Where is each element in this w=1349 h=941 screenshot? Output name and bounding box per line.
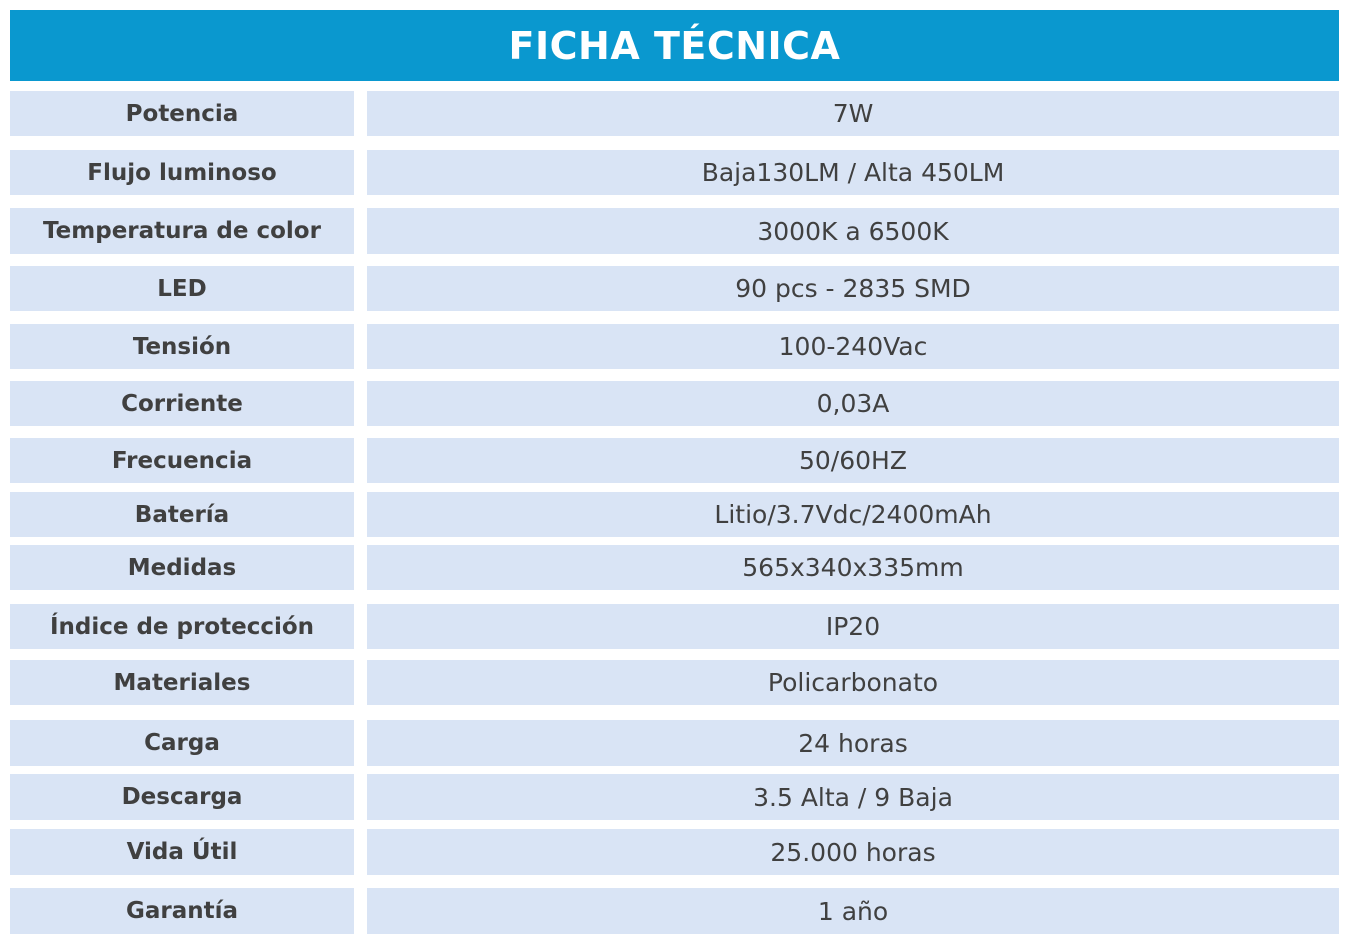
spec-row-led (0, 266, 1349, 311)
spec-label: Potencia (10, 91, 354, 136)
spec-value: Baja130LM / Alta 450LM (367, 150, 1339, 195)
spec-row-temperatura (0, 208, 1349, 254)
spec-row-materiales (0, 660, 1349, 705)
spec-label: Flujo luminoso (10, 150, 354, 195)
spec-label: Frecuencia (10, 438, 354, 483)
spec-row-carga (0, 720, 1349, 766)
spec-row-corriente (0, 381, 1349, 426)
spec-row-potencia (0, 91, 1349, 136)
spec-value: 50/60HZ (367, 438, 1339, 483)
spec-row-medidas (0, 545, 1349, 590)
spec-row-bateria (0, 492, 1349, 537)
spec-row-indice-proteccion (0, 604, 1349, 649)
spec-value: 24 horas (367, 720, 1339, 766)
spec-value: 565x340x335mm (367, 545, 1339, 590)
spec-value: 25.000 horas (367, 829, 1339, 875)
spec-row-tension (0, 324, 1349, 369)
spec-label: Descarga (10, 774, 354, 820)
spec-label: Índice de protección (10, 604, 354, 649)
spec-label: Corriente (10, 381, 354, 426)
page-title: FICHA TÉCNICA (508, 23, 841, 68)
spec-row-frecuencia (0, 438, 1349, 483)
spec-label: Batería (10, 492, 354, 537)
spec-value: 3.5 Alta / 9 Baja (367, 774, 1339, 820)
spec-label: Medidas (10, 545, 354, 590)
spec-value: 1 año (367, 888, 1339, 934)
spec-row-flujo-luminoso (0, 150, 1349, 195)
spec-value: 90 pcs - 2835 SMD (367, 266, 1339, 311)
spec-row-vida-util (0, 829, 1349, 875)
spec-value: 100-240Vac (367, 324, 1339, 369)
spec-label: LED (10, 266, 354, 311)
spec-label: Garantía (10, 888, 354, 934)
spec-value: IP20 (367, 604, 1339, 649)
spec-value: 3000K a 6500K (367, 208, 1339, 254)
spec-label: Carga (10, 720, 354, 766)
spec-value: Policarbonato (367, 660, 1339, 705)
spec-value: Litio/3.7Vdc/2400mAh (367, 492, 1339, 537)
spec-label: Materiales (10, 660, 354, 705)
spec-value: 7W (367, 91, 1339, 136)
spec-value: 0,03A (367, 381, 1339, 426)
spec-label: Tensión (10, 324, 354, 369)
spec-label: Vida Útil (10, 829, 354, 875)
spec-row-descarga (0, 774, 1349, 820)
header-bar (10, 10, 1339, 81)
spec-label: Temperatura de color (10, 208, 354, 254)
spec-row-garantia (0, 888, 1349, 934)
